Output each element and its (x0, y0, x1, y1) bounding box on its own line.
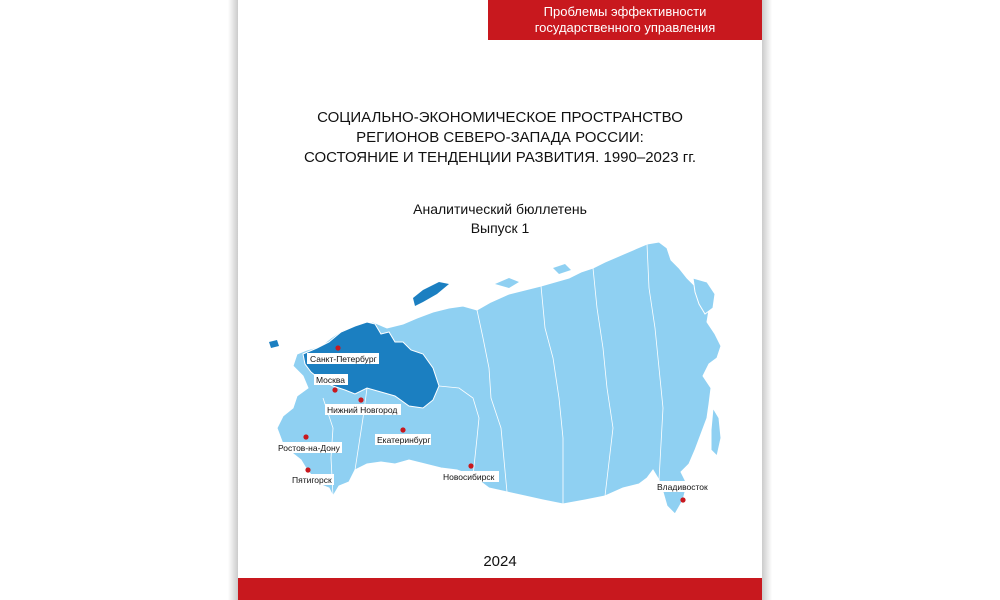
title-line-2: РЕГИОНОВ СЕВЕРО-ЗАПАДА РОССИИ: (356, 129, 644, 146)
sakhalin-island (711, 408, 721, 456)
novaya-zemlya (413, 282, 449, 306)
city-vladivostok (655, 481, 708, 503)
title-line-3: СОСТОЯНИЕ И ТЕНДЕНЦИИ РАЗВИТИЯ. 1990–2023 гг. (303, 149, 697, 166)
city-label: Санкт-Петербург (310, 354, 377, 364)
cover-title (238, 108, 762, 168)
russia-map (263, 238, 743, 528)
page-shadow-right (762, 0, 772, 600)
city-label: Ростов-на-Дону (278, 443, 340, 453)
russia-map-graphic (263, 238, 743, 528)
arctic-island-2 (553, 264, 571, 274)
publication-year: 2024 (483, 553, 517, 570)
cover-subtitle (238, 200, 762, 238)
city-label: Пятигорск (292, 475, 332, 485)
city-label: Владивосток (657, 482, 708, 492)
series-line-1: Проблемы эффективности (543, 4, 707, 19)
bulletin-cover (238, 0, 762, 600)
city-label: Екатеринбург (377, 435, 431, 445)
kaliningrad (269, 340, 279, 348)
subtitle-line-1: Аналитический бюллетень (413, 201, 587, 217)
subtitle-line-2: Выпуск 1 (470, 220, 530, 236)
series-line-2: государственного управления (534, 20, 716, 35)
city-label: Новосибирск (443, 472, 495, 482)
series-banner (488, 0, 762, 40)
title-line-1: СОЦИАЛЬНО-ЭКОНОМИЧЕСКОЕ ПРОСТРАНСТВО (317, 109, 683, 126)
arctic-island-1 (495, 278, 519, 288)
page-shadow-left (228, 0, 238, 600)
city-label: Москва (316, 375, 346, 385)
bottom-accent-bar (238, 578, 762, 600)
city-label: Нижний Новгород (327, 405, 398, 415)
